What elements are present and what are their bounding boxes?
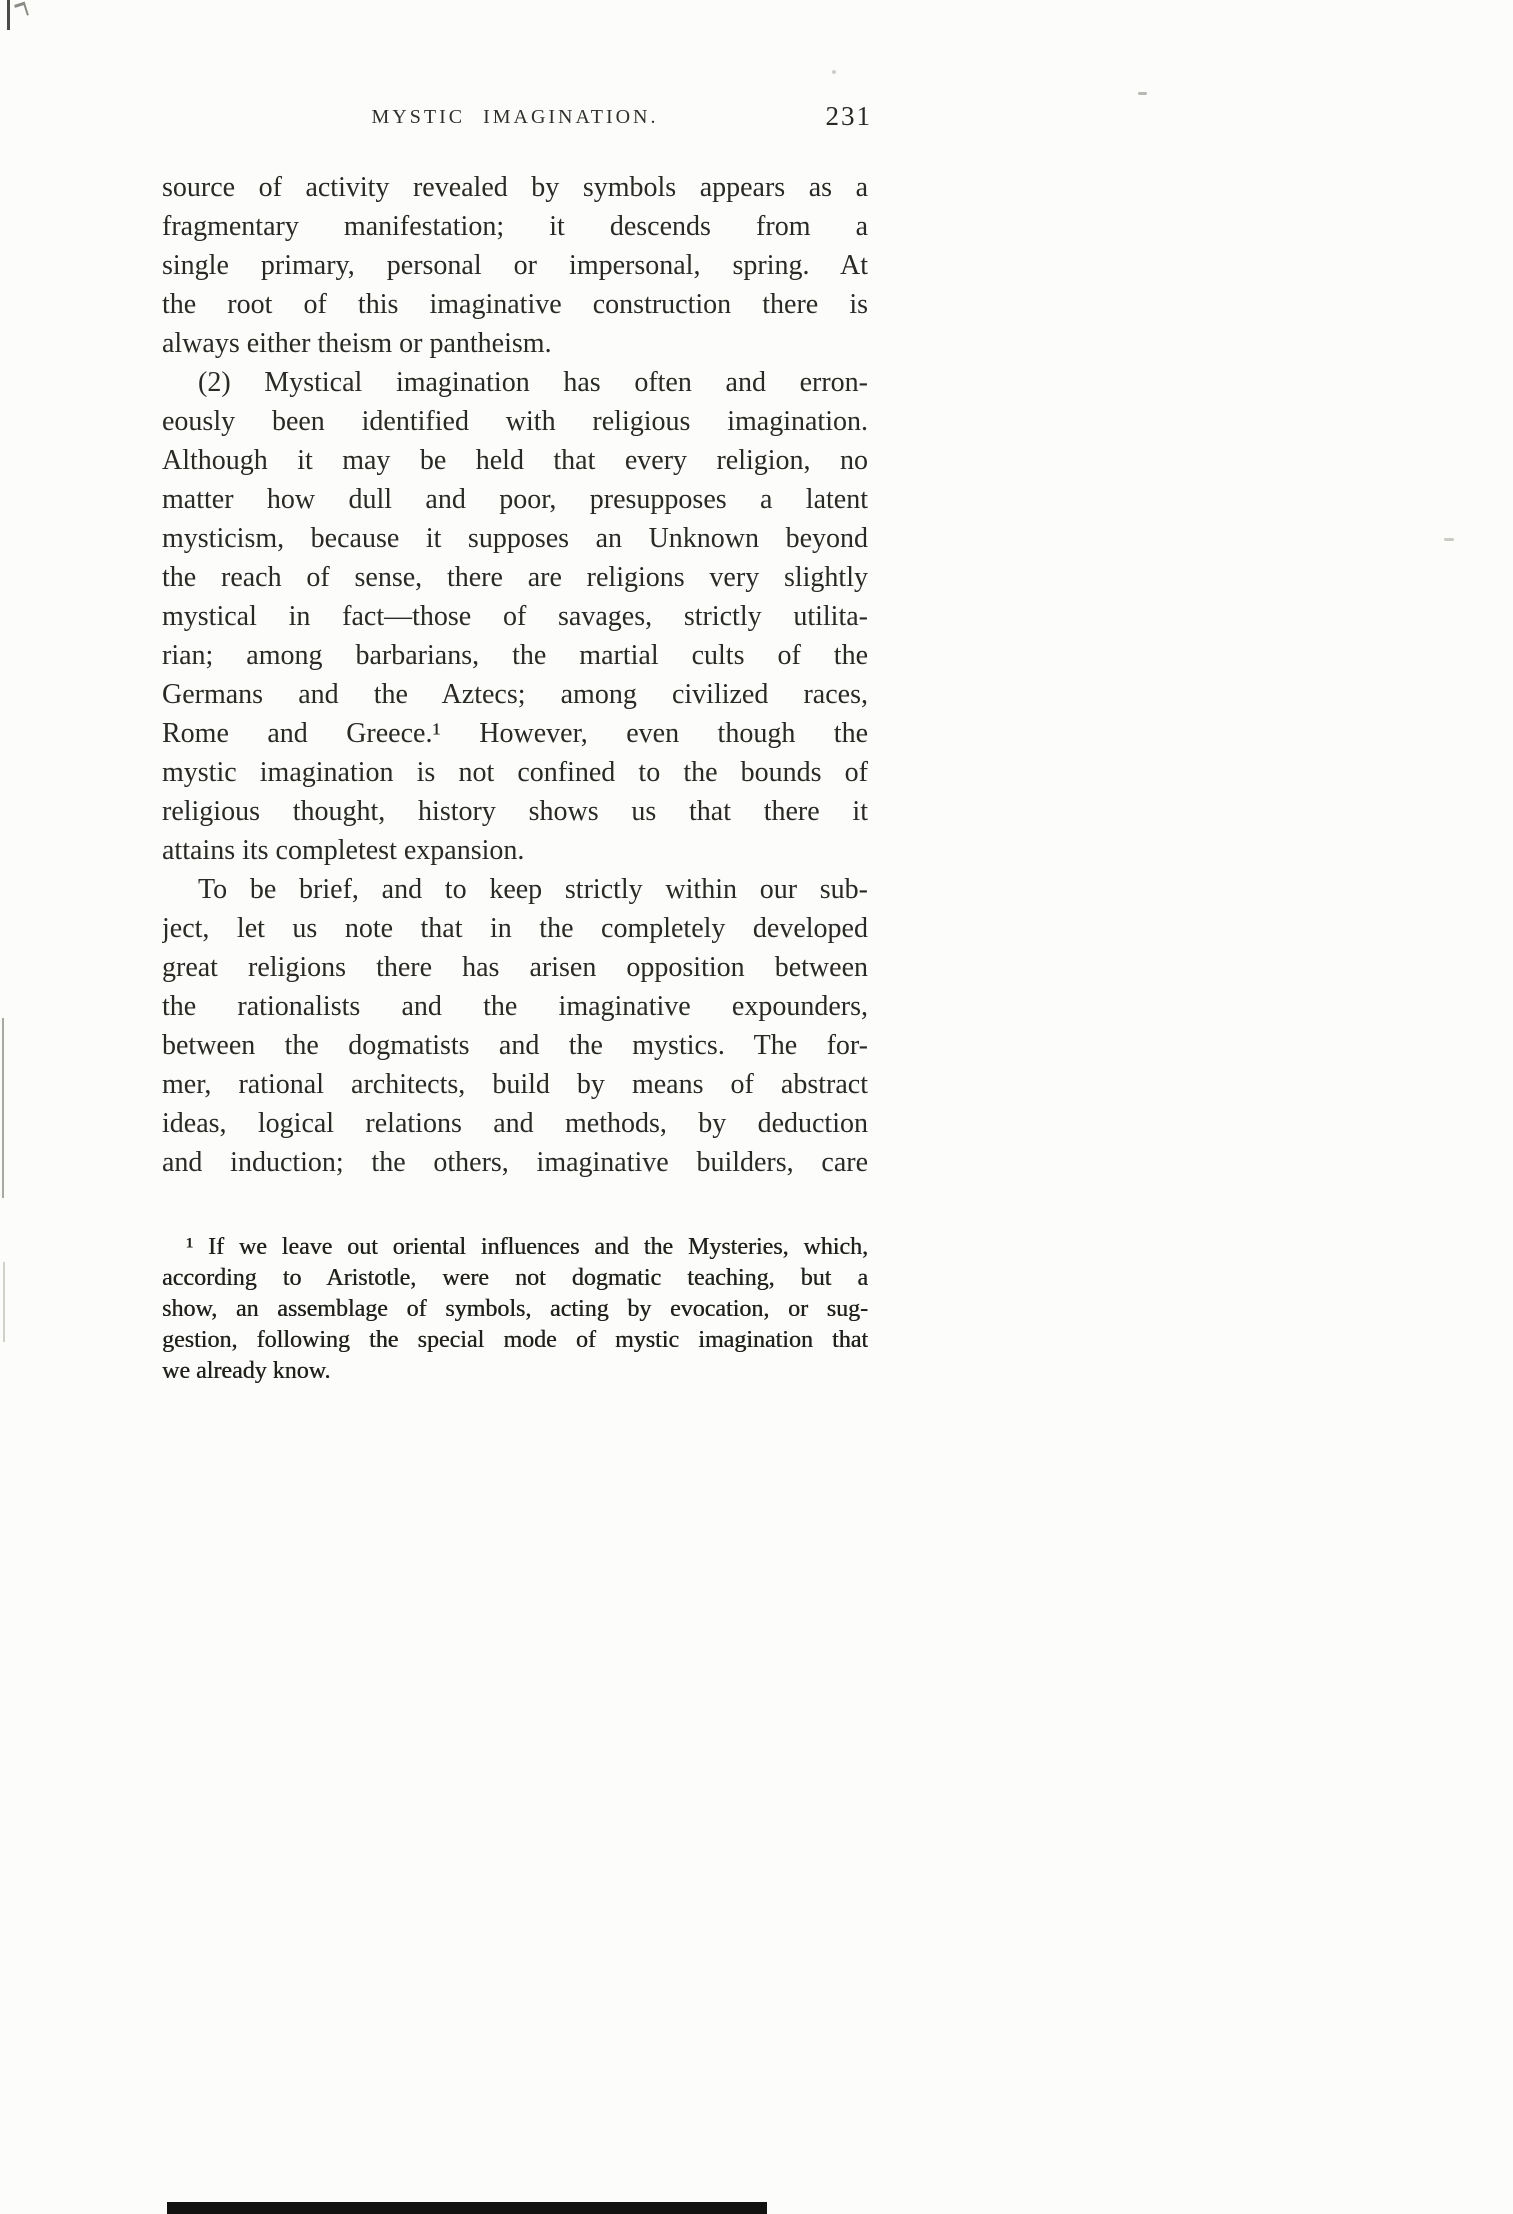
scan-artifact-corner-mark — [7, 0, 10, 30]
text-line: ¹ If we leave out oriental influences and the Mysteries, which, — [186, 1234, 868, 1260]
text-line: the reach of sense, there are religions very slightly — [162, 562, 868, 593]
text-line: between the dogmatists and the mystics. The for- — [162, 1030, 868, 1061]
text-line: mystic imagination is not confined to the bounds of — [162, 757, 868, 788]
page-number: 231 — [825, 101, 872, 131]
text-line: matter how dull and poor, presupposes a latent — [162, 484, 868, 515]
scan-speck — [1444, 538, 1454, 541]
running-title: MYSTIC IMAGINATION. — [371, 106, 659, 128]
text-line: rian; among barbarians, the martial cults of the — [162, 640, 868, 671]
text-line: source of activity revealed by symbols appears as a — [162, 172, 868, 203]
scan-artifact-bottom-bar — [167, 2202, 767, 2214]
text-line: always either theism or pantheism. — [162, 328, 552, 359]
page-header — [162, 101, 872, 148]
text-line: (2) Mystical imagination has often and erron- — [198, 367, 868, 398]
text-line: show, an assemblage of symbols, acting by evocation, or sug- — [162, 1296, 868, 1322]
text-line: eously been identified with religious imagination. — [162, 406, 868, 437]
scan-artifact-edge-line — [3, 1262, 5, 1342]
text-line: great religions there has arisen opposition between — [162, 952, 868, 983]
text-line: mystical in fact—those of savages, strictly utilita- — [162, 601, 868, 632]
text-line: we already know. — [162, 1358, 331, 1384]
text-line: attains its completest expansion. — [162, 835, 525, 866]
footnote — [162, 1232, 868, 1387]
text-line: religious thought, history shows us that there it — [162, 796, 868, 827]
text-line: mysticism, because it supposes an Unknown beyond — [162, 523, 868, 554]
scan-speck — [1138, 92, 1147, 95]
scan-artifact-edge-line — [2, 1018, 4, 1198]
text-line: Rome and Greece.¹ However, even though the — [162, 718, 868, 749]
text-line: ideas, logical relations and methods, by deduction — [162, 1108, 868, 1139]
body-text — [162, 168, 868, 1182]
text-line: the root of this imaginative construction there is — [162, 289, 868, 320]
text-line: and induction; the others, imaginative builders, care — [162, 1147, 868, 1178]
text-line: To be brief, and to keep strictly within our sub- — [198, 874, 868, 905]
text-line: Although it may be held that every religion, no — [162, 445, 868, 476]
text-line: fragmentary manifestation; it descends from a — [162, 211, 868, 242]
text-line: mer, rational architects, build by means of abstract — [162, 1069, 868, 1100]
text-line: Germans and the Aztecs; among civilized races, — [162, 679, 868, 710]
text-line: according to Aristotle, were not dogmatic teaching, but a — [162, 1265, 868, 1291]
text-line: single primary, personal or impersonal, spring. At — [162, 250, 868, 281]
scan-artifact-corner-squiggle — [14, 2, 29, 19]
scan-speck — [832, 70, 836, 74]
text-line: gestion, following the special mode of mystic imagination that — [162, 1327, 868, 1353]
text-line: ject, let us note that in the completely developed — [162, 913, 868, 944]
text-line: the rationalists and the imaginative expounders, — [162, 991, 868, 1022]
